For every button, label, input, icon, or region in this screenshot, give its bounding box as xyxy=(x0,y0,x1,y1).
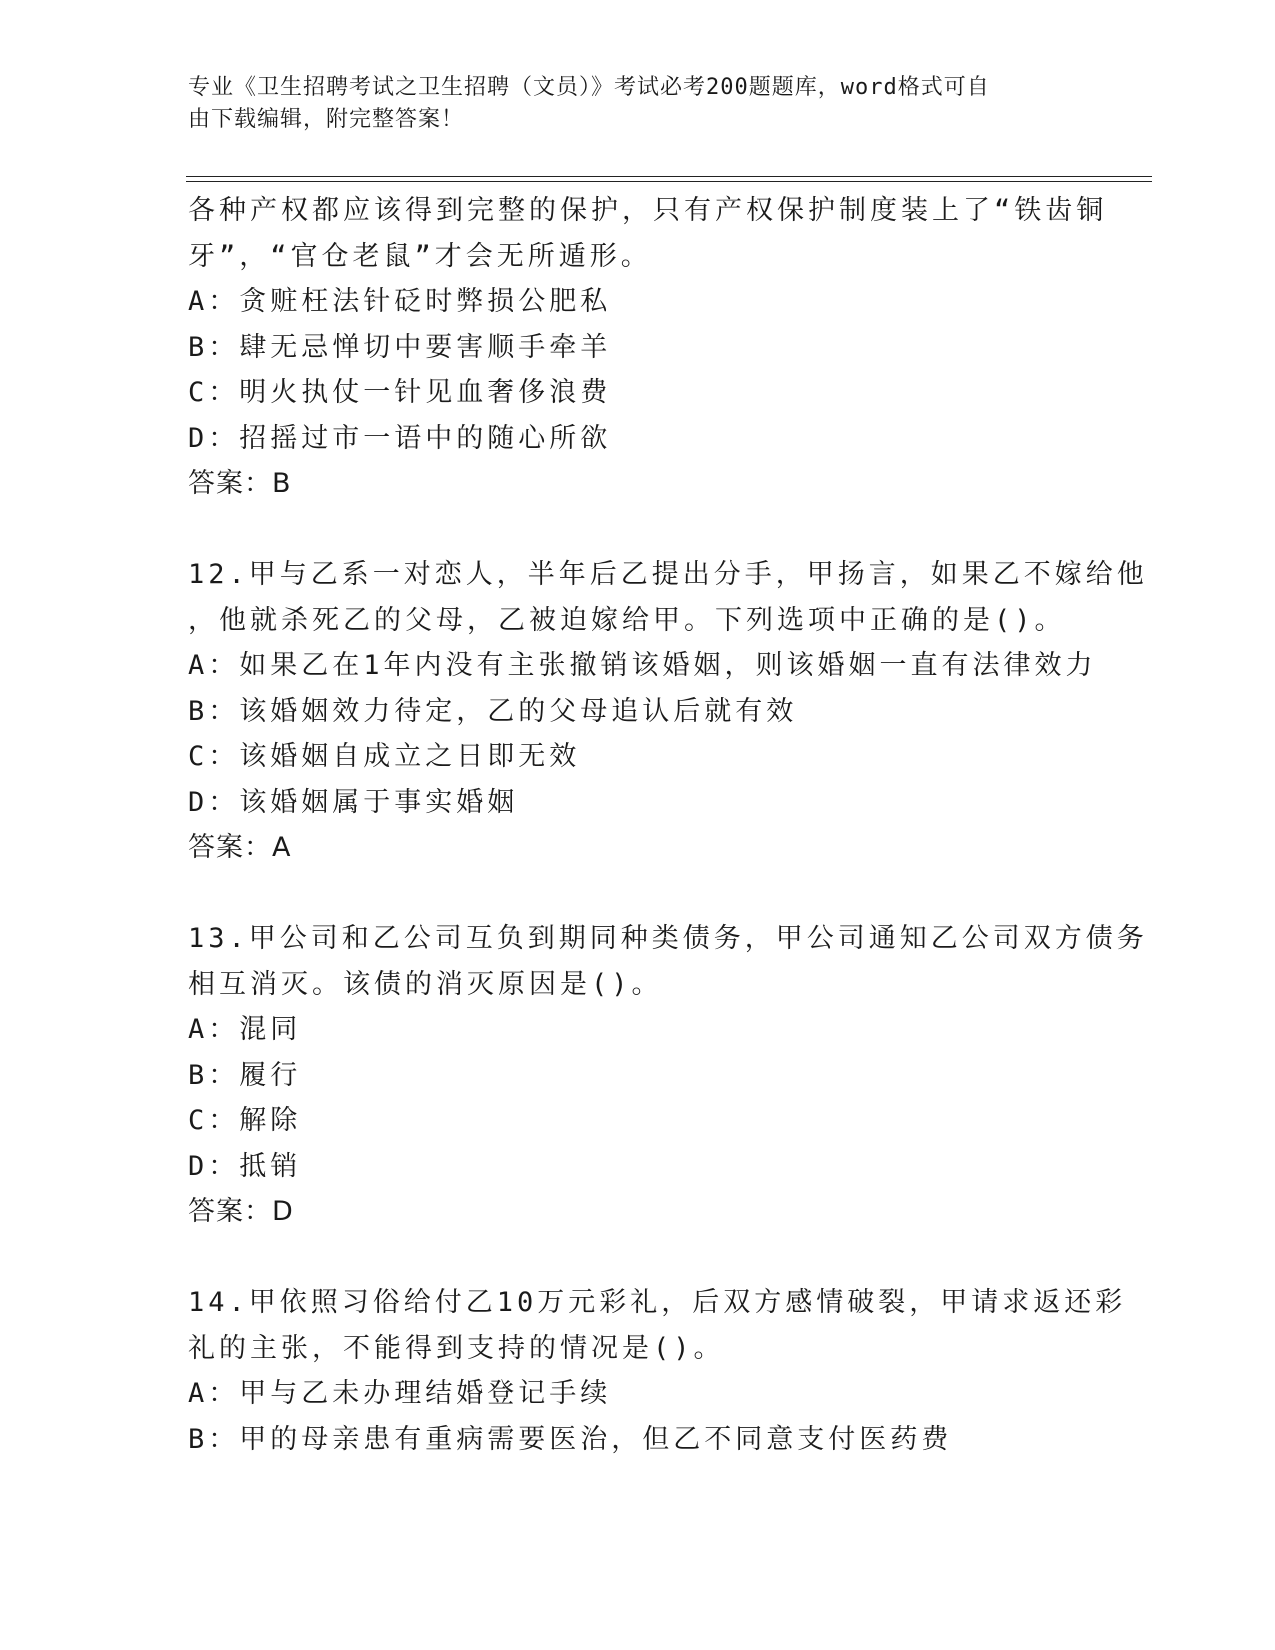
option-c: C：该婚姻自成立之日即无效 xyxy=(188,741,581,772)
question-text-line: 13.甲公司和乙公司互负到期同种类债务，甲公司通知乙公司双方债务 xyxy=(188,923,1148,954)
option-b: B：该婚姻效力待定，乙的父母追认后就有效 xyxy=(188,695,798,727)
question-block xyxy=(188,916,1148,1235)
question-list xyxy=(188,188,1148,1462)
question-text-line: 牙”，“官仓老鼠”才会无所遁形。 xyxy=(188,240,652,272)
answer-line: 答案：B xyxy=(188,468,292,499)
option-d: D：该婚姻属于事实婚姻 xyxy=(188,786,519,818)
question-text-line: 相互消灭。该债的消灭原因是()。 xyxy=(188,968,663,1000)
header-divider-top xyxy=(186,176,1152,177)
question-text-line: 14.甲依照习俗给付乙10万元彩礼，后双方感情破裂，甲请求返还彩 xyxy=(188,1287,1127,1318)
header-divider-bottom xyxy=(186,181,1152,182)
question-text-line: 各种产权都应该得到完整的保护，只有产权保护制度装上了“铁齿铜 xyxy=(188,195,1108,226)
option-a: A：贪赃枉法针砭时弊损公肥私 xyxy=(188,286,612,317)
header-line-2: 由下载编辑，附完整答案！ xyxy=(188,107,465,132)
question-spacer xyxy=(188,1235,1088,1281)
document-header xyxy=(188,72,1068,136)
option-a: A：甲与乙未办理结婚登记手续 xyxy=(188,1378,612,1409)
option-d: D：招摇过市一语中的随心所欲 xyxy=(188,422,612,454)
header-line-1: 专业《卫生招聘考试之卫生招聘（文员）》考试必考200题题库，word格式可自 xyxy=(188,75,990,100)
question-spacer xyxy=(188,507,1088,553)
question-block xyxy=(188,1280,1127,1462)
question-text-line: 12.甲与乙系一对恋人，半年后乙提出分手，甲扬言，如果乙不嫁给他 xyxy=(188,559,1148,590)
option-d: D：抵销 xyxy=(188,1150,302,1182)
question-spacer xyxy=(188,871,1088,917)
option-a: A：混同 xyxy=(188,1014,302,1045)
option-a: A：如果乙在1年内没有主张撤销该婚姻，则该婚姻一直有法律效力 xyxy=(188,650,1097,681)
question-block xyxy=(188,552,1148,871)
question-text-line: 礼的主张，不能得到支持的情况是()。 xyxy=(188,1332,725,1364)
option-b: B：履行 xyxy=(188,1059,302,1091)
option-c: C：解除 xyxy=(188,1105,302,1136)
answer-line: 答案：D xyxy=(188,1196,294,1227)
answer-line: 答案：A xyxy=(188,832,292,863)
question-block xyxy=(188,188,1108,507)
question-text-line: ，他就杀死乙的父母，乙被迫嫁给甲。下列选项中正确的是()。 xyxy=(188,604,1066,636)
option-c: C：明火执仗一针见血奢侈浪费 xyxy=(188,377,612,408)
option-b: B：甲的母亲患有重病需要医治，但乙不同意支付医药费 xyxy=(188,1423,953,1455)
option-b: B：肆无忌惮切中要害顺手牵羊 xyxy=(188,331,612,363)
